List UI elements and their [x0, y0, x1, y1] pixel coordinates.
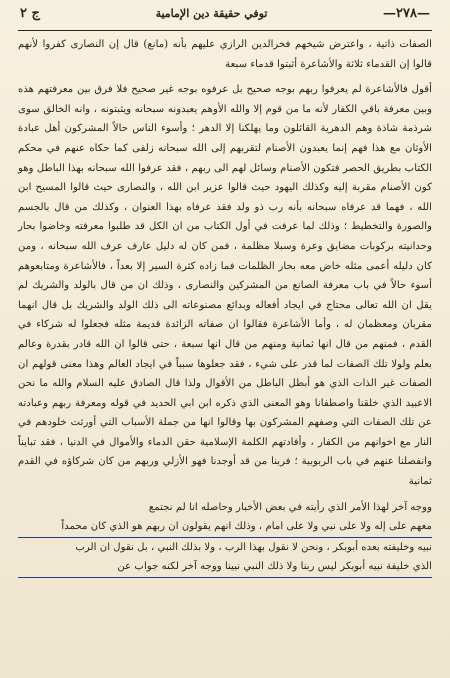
header-rule	[18, 30, 432, 31]
paragraph-2: أقول فالأشاعرة لم يعرفوا ربهم بوجه صحيح بل عرفوه بوجه غير صحيح فلا فرق بين معرفتهم هذه وبين معرفة باقي الكفار لأنه ما من قوم إلا والله الأوهم يعبدونه سبحانه ويثبتونه ، وانه الخالق سوى شرذمة شاذة وهم الدهرية القائلون وما يهلكنا إلا الدهر ؛ وأسوء الناس حالاً المشركون أهل عبادة الأوثان مع هذا فهم إنما يعبدون الأصنام لتقربهم إلى الله سبحانه زلفى كما حكاه عنهم في محكم الكتاب بطريق الحصر فتكون الأصنام وسائل لهم الى ربهم ، فقد عرفوا الله سبحانه بهذا الباطل وهو كون الأصنام مقربة إليه وكذلك اليهود حيث قالوا عزير ابن الله ، والنصارى حيث قالوا المسيح ابن الله ، فهما قد عرفاه سبحانه بأنه رب ذو ولد فقد عرفاه بهذا العنوان ، وكذلك من قال بالجسم والصورة والتخطيط ؛ وذلك لما عرفت في أول الكتاب من ان الكل قد طلبوا معرفته وخاضوا بحار وحدانيته بركوبات مضايق وعرة وسبلا مظلمة ، فمن كان له دليل عارف عرف الله سبحانه ، ومن كان دليله أعمى مثله خاض معه بحار الظلمات فما زاده كثرة السير إلا بعداً ، فالأشاعرة ومتابعوهم أسوء حالاً في باب معرفة الصانع من المشركين والنصارى ، وذلك ان من قال بالولد والشريك لم يقل ان الله تعالى محتاج في ايجاد أفعاله وبدائع مصنوعاته الى ذلك الولد والشريك بل قال انهما مقربان ومعظمان له ، وأما الأشاعرة فقالوا ان صفاته الزائدة قديمة مثله فجعلوا له شركاء في القدم ، فمنهم من قال انها ثمانية ومنهم من قال انها سبعة ، حتى قالوا ان الله قادر بقدرة وعالم بعلم ولولا تلك الصفات لما قدر على شيء ، فقد جعلوها سبباً في ايجاد العالم وهذا معنى قولهم ان الصفات غير الذات الذي هو أبطل الباطل من الأقوال ولذا قال الصادق عليه السلام والله ما نحن الاعبيد الذي خلقنا واصطفانا وهو المعنى الذي ذكره ابن ابي الحديد في قوله ومعرفة ربهم وعبادته عن تلك الصفات التي وصفهم المشركون بها وقالوا انها من جملة الأسباب التي أورثت خلودهم في النار مع اخوانهم من الكفار ، وأفادتهم الكلمة الإسلامية حقن الدماء والأموال في الدنيا ، فقد تبايناً وانفصلنا عنهم في باب الربوبية ؛ فربنا من قد أوجدنا فهو الأزلي وربهم من كان شركاؤه في القدم ثمانية	[18, 84, 432, 488]
running-title: توفي حقيقة دين الإمامية	[155, 7, 268, 20]
page-body	[14, 35, 436, 578]
paragraph-1: الصفات ذاتية ، واعترض شيخهم فخرالدين الرازي عليهم بأنه (مانع) قال إن النصارى كفروا لأنهم قالوا إن القدماء ثلاثة والأشاعرة أثبتوا قدماء سبعة	[18, 39, 432, 70]
closing-line-2: معهم على إله ولا على نبي ولا على امام ، وذلك انهم يقولون ان ربهم هو الذي كان محمداً	[18, 517, 432, 538]
closing-line-3: نبيه وخليفته بعده أبوبكر ، ونحن لا نقول بهذا الرب ، ولا بذلك النبي ، بل نقول ان الرب	[75, 541, 432, 553]
volume-marker: ج ٢	[20, 6, 40, 21]
page-header	[14, 6, 436, 30]
closing-line-4: الذي خليفة نبيه أبوبكر ليس ربنا ولا ذلك النبي نبينا ووجه آخر لكنه جواب عن	[18, 557, 432, 578]
page-number: —٢٧٨—	[383, 6, 430, 21]
closing-line-1: ووجه آخر لهذا الأمر الذي رأيته في بعض الأخبار وحاصله انا لم نجتمع	[148, 501, 432, 513]
